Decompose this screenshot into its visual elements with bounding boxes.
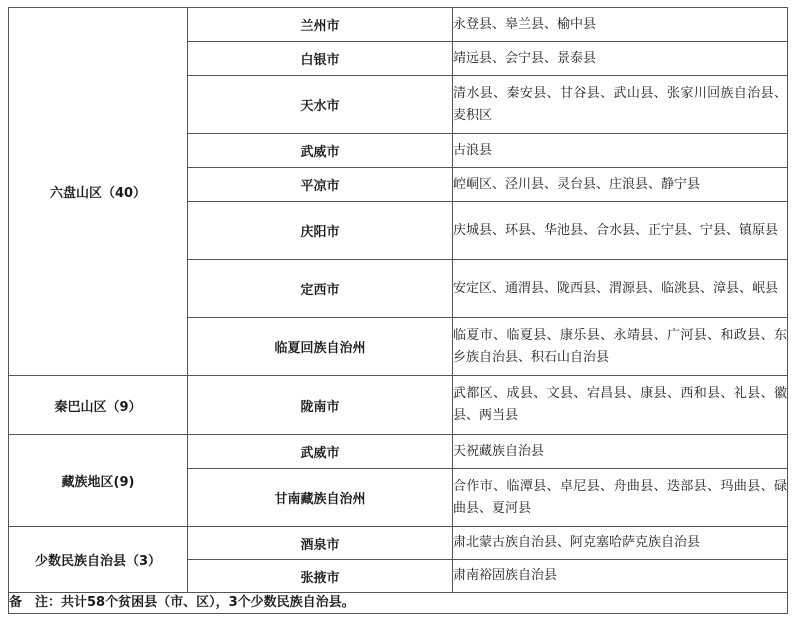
table-row <box>9 8 788 42</box>
table-row <box>9 527 788 560</box>
city-cell: 天水市 <box>188 76 453 134</box>
city-cell: 临夏回族自治州 <box>188 318 453 376</box>
counties-cell: 临夏市、临夏县、康乐县、永靖县、广河县、和政县、东乡族自治县、积石山自治县 <box>453 318 788 376</box>
counties-cell: 肃北蒙古族自治县、阿克塞哈萨克族自治县 <box>453 527 788 560</box>
city-cell: 武威市 <box>188 134 453 168</box>
region-cell: 六盘山区（40） <box>9 8 188 376</box>
region-cell: 藏族地区(9) <box>9 435 188 527</box>
region-cell: 秦巴山区（9） <box>9 376 188 435</box>
table-row <box>9 376 788 435</box>
city-cell: 酒泉市 <box>188 527 453 560</box>
counties-cell: 崆峒区、泾川县、灵台县、庄浪县、静宁县 <box>453 168 788 202</box>
city-cell: 白银市 <box>188 42 453 76</box>
table-row <box>9 435 788 469</box>
poverty-county-table <box>8 7 788 614</box>
region-cell: 少数民族自治县（3） <box>9 527 188 593</box>
counties-cell: 武都区、成县、文县、宕昌县、康县、西和县、礼县、徽县、两当县 <box>453 376 788 435</box>
city-cell: 定西市 <box>188 260 453 318</box>
counties-cell: 庆城县、环县、华池县、合水县、正宁县、宁县、镇原县 <box>453 202 788 260</box>
city-cell: 兰州市 <box>188 8 453 42</box>
city-cell: 武威市 <box>188 435 453 469</box>
city-cell: 平凉市 <box>188 168 453 202</box>
counties-cell: 靖远县、会宁县、景泰县 <box>453 42 788 76</box>
counties-cell: 清水县、秦安县、甘谷县、武山县、张家川回族自治县、麦积区 <box>453 76 788 134</box>
note-row <box>9 593 788 614</box>
counties-cell: 永登县、皋兰县、榆中县 <box>453 8 788 42</box>
counties-cell: 天祝藏族自治县 <box>453 435 788 469</box>
city-cell: 庆阳市 <box>188 202 453 260</box>
counties-cell: 古浪县 <box>453 134 788 168</box>
city-cell: 陇南市 <box>188 376 453 435</box>
counties-cell: 合作市、临潭县、卓尼县、舟曲县、迭部县、玛曲县、碌曲县、夏河县 <box>453 469 788 527</box>
counties-cell: 肃南裕固族自治县 <box>453 560 788 593</box>
counties-cell: 安定区、通渭县、陇西县、渭源县、临洮县、漳县、岷县 <box>453 260 788 318</box>
city-cell: 甘南藏族自治州 <box>188 469 453 527</box>
table-note: 备 注：共计58个贫困县（市、区），3个少数民族自治县。 <box>9 593 788 614</box>
city-cell: 张掖市 <box>188 560 453 593</box>
